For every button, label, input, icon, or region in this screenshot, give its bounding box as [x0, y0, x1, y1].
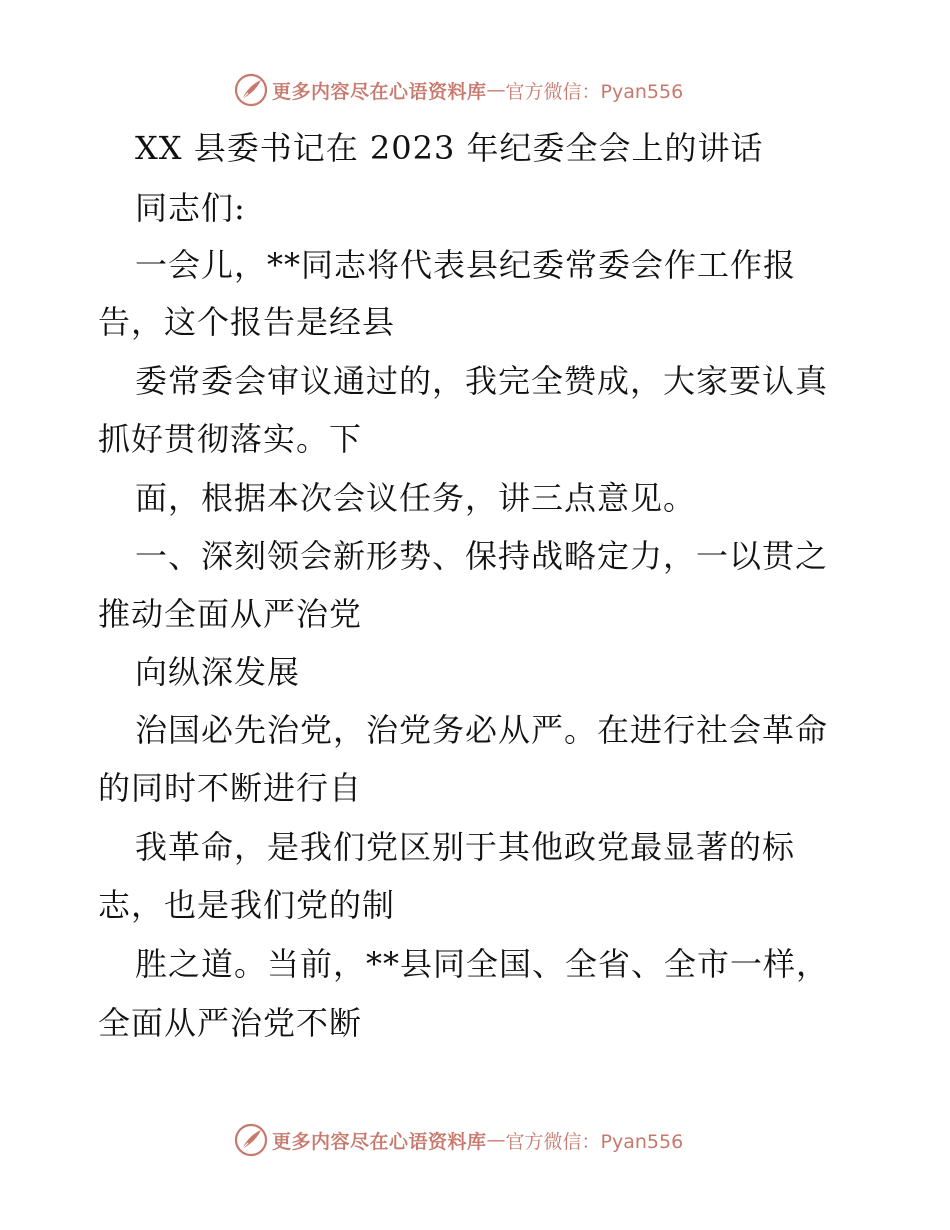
watermark-slogan: 更多内容尽在心语资料库 — [272, 80, 487, 103]
paragraph-line: 面，根据本次会议任务，讲三点意见。 — [135, 479, 697, 517]
paragraph-line: 抓好贯彻落实。下 — [98, 420, 363, 458]
watermark-dash: — — [486, 1129, 506, 1151]
feather-pen-icon — [234, 73, 268, 107]
paragraph-line: 一会儿，**同志将代表县纪委常委会作工作报 — [135, 246, 797, 284]
watermark-slogan: 更多内容尽在心语资料库 — [272, 1130, 487, 1153]
feather-pen-icon — [234, 1123, 268, 1157]
section-heading-line: 向纵深发展 — [135, 653, 301, 691]
paragraph-line: 我革命，是我们党区别于其他政党最显著的标 — [135, 828, 796, 866]
section-heading-line: 推动全面从严治党 — [98, 595, 363, 633]
watermark-dash: — — [486, 79, 506, 101]
section-heading-line: 一、深刻领会新形势、保持战略定力，一以贯之 — [135, 537, 829, 575]
watermark-banner-top — [234, 72, 683, 108]
watermark-wechat: 官方微信：Pyan556 — [505, 80, 684, 103]
document-title: XX 县委书记在 2023 年纪委全会上的讲话 — [135, 129, 764, 167]
paragraph-line: 告，这个报告是经县 — [98, 303, 396, 341]
paragraph-line: 的同时不断进行自 — [98, 769, 363, 807]
watermark-banner-bottom — [234, 1122, 683, 1158]
paragraph-line: 全面从严治党不断 — [98, 1004, 363, 1042]
paragraph-line: 胜之道。当前，**县同全国、全省、全市一样， — [135, 945, 830, 983]
paragraph-line: 委常委会审议通过的，我完全赞成，大家要认真 — [135, 362, 829, 400]
paragraph-line: 治国必先治党，治党务必从严。在进行社会革命 — [135, 711, 829, 749]
salutation: 同志们: — [135, 189, 246, 227]
watermark-wechat: 官方微信：Pyan556 — [505, 1130, 684, 1153]
paragraph-line: 志，也是我们党的制 — [98, 886, 396, 924]
